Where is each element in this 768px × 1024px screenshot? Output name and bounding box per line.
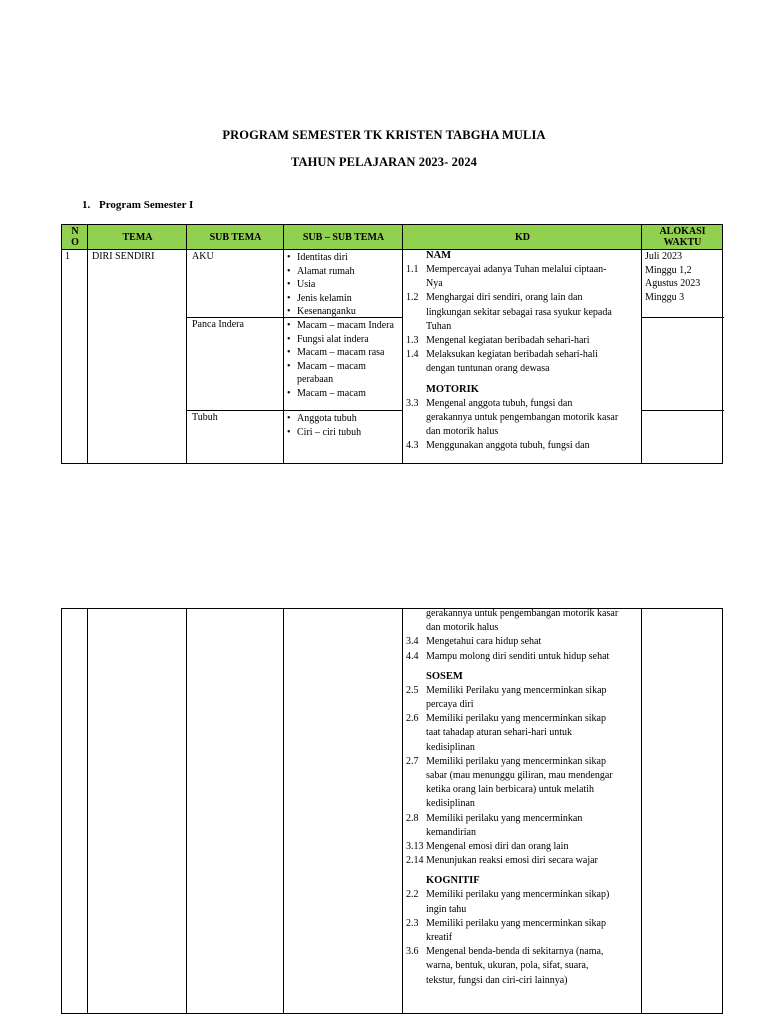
kd-continuation: warna, bentuk, ukuran, pola, sifat, suara, xyxy=(426,960,589,972)
kd-continuation: lingkungan sekitar sebagai rasa syukur kepada xyxy=(426,306,612,318)
kd-continuation: ingin tahu xyxy=(426,903,467,915)
kd-text: Mampu molong diri senditi untuk hidup sehat xyxy=(426,650,610,662)
kd-item xyxy=(405,945,641,959)
sub-tema-aku: AKU xyxy=(192,251,214,262)
list-item: • Alamat rumah xyxy=(286,265,402,279)
kd-code: 1.2 xyxy=(406,292,419,304)
kd-code: 2.6 xyxy=(406,713,419,725)
kd-item xyxy=(405,917,641,931)
kd-section-heading: SOSEM xyxy=(426,670,463,682)
kd-code: 2.14 xyxy=(406,855,424,867)
kd-item xyxy=(405,291,641,305)
kd-item xyxy=(405,812,641,826)
alokasi-line: Minggu 3 xyxy=(645,291,685,303)
kd-item xyxy=(405,397,641,411)
kd-continuation: kreatif xyxy=(426,932,453,944)
list-item: • Macam – macam xyxy=(286,387,402,401)
kd-continuation: ketika orang lain berbicara) untuk melatih xyxy=(426,784,594,796)
list-item: • Usia xyxy=(286,278,402,292)
kd-code: 3.3 xyxy=(406,397,419,409)
kd-continuation: taat tahadap aturan sehari-hari untuk xyxy=(426,727,573,739)
kd-item xyxy=(405,840,641,854)
kd-text: Memiliki perilaku yang mencerminkan sikap xyxy=(426,917,606,929)
kd-section-heading: NAM xyxy=(426,250,452,261)
kd-item xyxy=(405,888,641,902)
kd-continuation: sabar (mau menunggu giliran, mau mendengar xyxy=(426,770,613,782)
header-tema: TEMA xyxy=(122,231,153,243)
kd-code: 2.8 xyxy=(406,812,419,824)
kd-code: 2.2 xyxy=(406,889,419,901)
section-number: 1. xyxy=(82,199,91,211)
kd-text: Menggunakan anggota tubuh, fungsi dan xyxy=(426,440,590,452)
program-table-page-1 xyxy=(61,224,723,464)
kd-continuation: gerakannya untuk pengembangan motorik kasar xyxy=(426,411,619,423)
list-item: • Macam – macam Indera xyxy=(286,319,402,333)
kd-text: Memiliki perilaku yang mencerminkan xyxy=(426,812,583,824)
kd-continuation: tekstur, fungsi dan ciri-ciri lainnya) xyxy=(426,974,568,986)
header-sub-tema: SUB TEMA xyxy=(209,231,262,243)
section-label: Program Semester I xyxy=(99,199,194,211)
kd-code: 2.5 xyxy=(406,684,419,696)
row-number: 1 xyxy=(65,251,70,262)
list-item: • Fungsi alat indera xyxy=(286,333,402,347)
program-table-page-2 xyxy=(61,608,723,1014)
header-no: N O xyxy=(71,226,79,248)
kd-continuation: Nya xyxy=(426,278,443,290)
kd-item xyxy=(405,348,641,362)
kd-section-heading: MOTORIK xyxy=(426,383,479,395)
kd-code: 4.4 xyxy=(406,650,419,662)
alokasi-line: Agustus 2023 xyxy=(645,278,701,289)
kd-continuation: gerakannya untuk pengembangan motorik kasar xyxy=(426,608,619,619)
kd-text: Menghargai diri sendiri, orang lain dan xyxy=(426,292,583,304)
list-item: • Jenis kelamin xyxy=(286,292,402,306)
list-item: • Ciri – ciri tubuh xyxy=(286,426,402,440)
kd-text: Memiliki perilaku yang mencerminkan sikap xyxy=(426,755,606,767)
kd-text: Mengenal benda-benda di sekitarnya (nama, xyxy=(426,946,604,958)
alokasi-line: Juli 2023 xyxy=(645,251,682,262)
kd-item xyxy=(405,684,641,698)
kd-text: Menunjukan reaksi emosi diri secara wajar xyxy=(426,855,598,867)
sub-tema-tubuh: Tubuh xyxy=(192,412,218,423)
kd-continuation: percaya diri xyxy=(426,699,474,711)
section-heading xyxy=(82,199,193,211)
kd-continuation: dan motorik halus xyxy=(426,426,499,438)
kd-column-page-2 xyxy=(405,607,641,1013)
kd-code: 1.1 xyxy=(406,264,419,275)
kd-item xyxy=(405,635,641,649)
list-item: • Anggota tubuh xyxy=(286,412,402,426)
document-title: PROGRAM SEMESTER TK KRISTEN TABGHA MULIA xyxy=(222,128,546,142)
kd-code: 2.3 xyxy=(406,917,419,929)
kd-text: Memiliki perilaku yang mencerminkan sikap xyxy=(426,713,606,725)
kd-code: 3.6 xyxy=(406,946,419,958)
kd-code: 4.3 xyxy=(406,440,419,452)
alokasi-waktu-cell xyxy=(645,250,723,304)
kd-code: 1.3 xyxy=(406,335,419,347)
kd-text: Mempercayai adanya Tuhan melalui ciptaan- xyxy=(426,264,607,275)
kd-code: 1.4 xyxy=(406,349,419,361)
list-item: • Identitas diri xyxy=(286,251,402,265)
kd-text: Mengenal kegiatan beribadah sehari-hari xyxy=(426,335,590,347)
kd-item xyxy=(405,439,641,453)
kd-text: Memiliki Perilaku yang mencerminkan sikap xyxy=(426,684,607,696)
list-item: • Macam – macam perabaan xyxy=(286,360,402,387)
kd-item xyxy=(405,712,641,726)
kd-column-page-1 xyxy=(405,249,641,463)
kd-continuation: kedisiplinan xyxy=(426,798,475,810)
row-tema: DIRI SENDIRI xyxy=(92,251,155,262)
sub-sub-tema-list-panca-indera xyxy=(286,319,402,410)
sub-sub-tema-list-tubuh xyxy=(286,412,402,439)
kd-code: 3.4 xyxy=(406,636,419,648)
header-kd: KD xyxy=(515,231,530,243)
header-sub-sub-tema: SUB – SUB TEMA xyxy=(302,231,385,243)
kd-continuation: kemandirian xyxy=(426,826,476,838)
kd-continuation: dengan tuntunan orang dewasa xyxy=(426,363,550,375)
kd-continuation: kedisiplinan xyxy=(426,741,475,753)
kd-item xyxy=(405,854,641,868)
sub-tema-panca-indera: Panca Indera xyxy=(192,319,244,330)
header-alokasi-waktu: ALOKASI WAKTU xyxy=(659,226,706,248)
sub-sub-tema-list-aku xyxy=(286,251,402,319)
list-item: • Kesenanganku xyxy=(286,305,402,319)
table-header-row xyxy=(62,225,722,250)
list-item: • Macam – macam rasa xyxy=(286,346,402,360)
kd-item xyxy=(405,263,641,277)
kd-text: Melaksukan kegiatan beribadah sehari-hali xyxy=(426,349,598,361)
kd-item xyxy=(405,334,641,348)
kd-code: 3.13 xyxy=(406,841,424,853)
kd-continuation: Tuhan xyxy=(426,320,452,332)
kd-text: Mengenal emosi diri dan orang lain xyxy=(426,841,569,853)
kd-text: Mengenal anggota tubuh, fungsi dan xyxy=(426,397,573,409)
kd-item xyxy=(405,650,641,664)
kd-continuation: dan motorik halus xyxy=(426,622,499,634)
kd-section-heading: KOGNITIF xyxy=(426,875,480,887)
alokasi-line: Minggu 1,2 xyxy=(645,264,692,276)
kd-text: Memiliki perilaku yang mencerminkan sikap) xyxy=(426,889,610,901)
kd-item xyxy=(405,755,641,769)
document-subtitle: TAHUN PELAJARAN 2023- 2024 xyxy=(290,155,478,169)
kd-code: 2.7 xyxy=(406,755,419,767)
kd-text: Mengetahui cara hidup sehat xyxy=(426,636,542,648)
